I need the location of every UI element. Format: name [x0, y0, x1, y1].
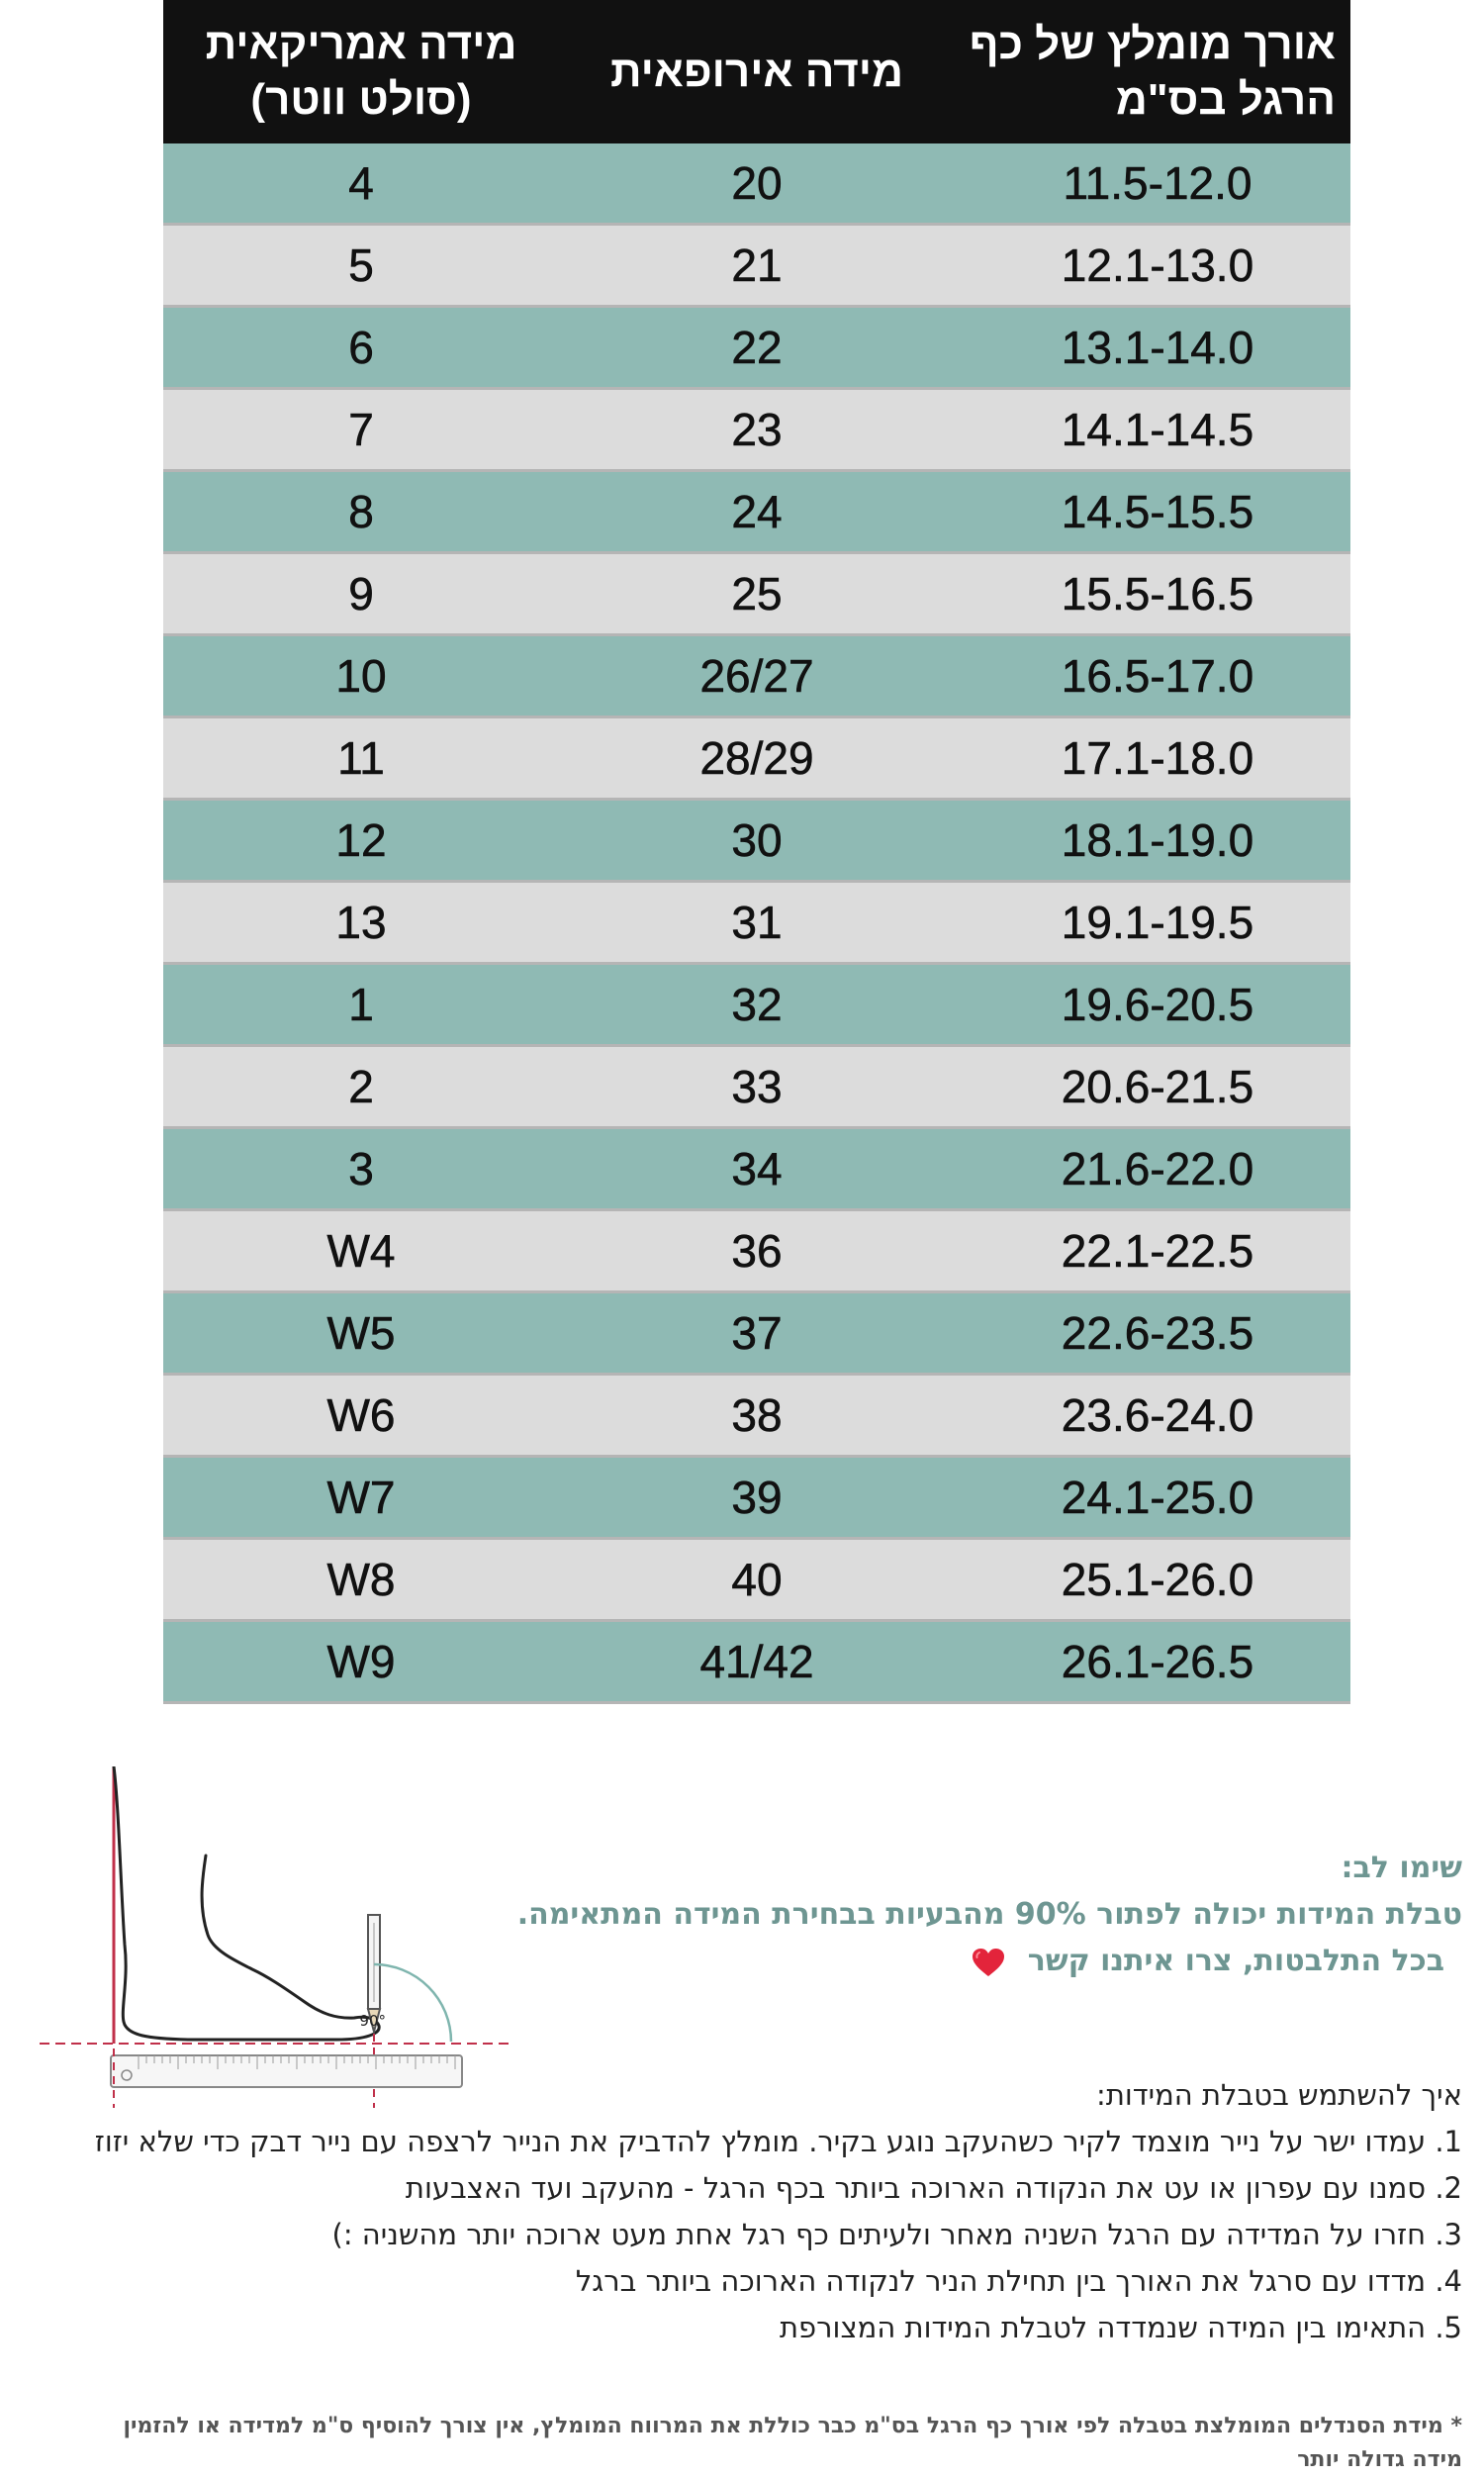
cell-foot-length: 24.1-25.0: [1061, 1472, 1254, 1523]
table-row: [163, 1047, 1350, 1129]
cell-foot-length: 18.1-19.0: [1061, 814, 1254, 866]
cell-eu-size: 41/42: [699, 1636, 814, 1687]
cell-foot-length: 12.1-13.0: [1061, 239, 1254, 291]
cell-eu-size: 25: [731, 568, 783, 619]
cell-us-size: 4: [348, 157, 374, 209]
cell-us-size: W5: [326, 1307, 396, 1359]
table-row: [163, 1376, 1350, 1458]
header-us-size-line2: (סולט ווטר): [250, 74, 472, 124]
cell-us-size: W4: [326, 1225, 396, 1277]
howto-step-number: 1.: [1435, 2125, 1462, 2158]
cell-us-size: 9: [348, 568, 374, 619]
cell-us-size: 12: [335, 814, 387, 866]
cell-foot-length: 25.1-26.0: [1061, 1554, 1254, 1605]
table-row: [163, 472, 1350, 554]
table-row: [163, 143, 1350, 226]
angle-label: 90°: [359, 2012, 386, 2030]
angle-arc: [374, 1964, 451, 2042]
cell-foot-length: 16.5-17.0: [1061, 650, 1254, 702]
cell-us-size: 8: [348, 486, 374, 537]
cell-eu-size: 31: [731, 897, 783, 948]
table-body: [163, 143, 1350, 1704]
header-foot-length-line2: הרגל בס"מ: [1115, 74, 1336, 124]
table-row: [163, 1129, 1350, 1211]
cell-us-size: 11: [337, 732, 385, 784]
cell-foot-length: 23.6-24.0: [1061, 1389, 1254, 1441]
table-row: [163, 1211, 1350, 1293]
howto-section: [0, 2078, 1462, 2356]
cell-eu-size: 30: [731, 814, 783, 866]
cell-eu-size: 20: [731, 157, 783, 209]
footnote-line1: * מידת הסנדלים המומלצת בטבלה לפי אורך כף הרגל בס"מ כבר כוללת את המרווח המומלץ, אין צורך להוסיף ס"מ למדידה או להזמין: [123, 2414, 1462, 2438]
cell-eu-size: 28/29: [699, 732, 814, 784]
howto-step-text: חזרו על המדידה עם הרגל השניה מאחר ולעיתים כף רגל אחת מעט ארוכה יותר מהשניה :): [331, 2218, 1427, 2251]
cell-us-size: W6: [326, 1389, 396, 1441]
table-header: [163, 0, 1350, 143]
howto-step-number: 4.: [1435, 2264, 1462, 2298]
foot-measure-illustration: [40, 1766, 524, 2113]
howto-step-text: סמנו עם עפרון או עט את הנקודה הארוכה ביותר בכף הרגל - מהעקב ועד האצבעות: [405, 2171, 1427, 2205]
howto-step: [0, 2310, 1462, 2345]
notes-section: [473, 1851, 1462, 1990]
cell-foot-length: 11.5-12.0: [1063, 157, 1252, 209]
howto-step-text: התאימו בין המידה שנמדדה לטבלת המידות המצורפת: [780, 2311, 1427, 2344]
footnote-line2: מידה גדולה יותר: [1297, 2447, 1462, 2472]
cell-eu-size: 37: [731, 1307, 783, 1359]
cell-foot-length: 13.1-14.0: [1061, 322, 1254, 373]
cell-us-size: 10: [335, 650, 387, 702]
howto-step-number: 5.: [1435, 2311, 1462, 2344]
cell-eu-size: 40: [731, 1554, 783, 1605]
header-foot-length: [955, 17, 1350, 128]
cell-foot-length: 19.6-20.5: [1061, 979, 1254, 1030]
table-row: [163, 636, 1350, 718]
cell-us-size: W9: [326, 1636, 396, 1687]
howto-step-number: 3.: [1435, 2218, 1462, 2251]
howto-step: [0, 2124, 1462, 2159]
notes-contact-text: בכל התלבטות, צרו איתנו קשר: [1027, 1944, 1444, 1978]
table-row: [163, 1622, 1350, 1704]
cell-foot-length: 14.1-14.5: [1061, 404, 1254, 455]
cell-foot-length: 26.1-26.5: [1061, 1636, 1254, 1687]
howto-step-text: עמדו ישר על נייר מוצמד לקיר כשהעקב נוגע בקיר. מומלץ להדביק את הנייר לרצפה עם נייר דבק כדי שלא יזוז: [94, 2125, 1427, 2158]
cell-eu-size: 24: [731, 486, 783, 537]
header-foot-length-line1: אורך מומלץ של כף: [969, 19, 1336, 68]
table-row: [163, 390, 1350, 472]
table-row: [163, 226, 1350, 308]
cell-foot-length: 22.1-22.5: [1061, 1225, 1254, 1277]
table-row: [163, 1458, 1350, 1540]
header-eu-size: מידה אירופאית: [609, 47, 904, 96]
cell-eu-size: 38: [731, 1389, 783, 1441]
cell-eu-size: 32: [731, 979, 783, 1030]
cell-eu-size: 34: [731, 1143, 783, 1194]
footnote: [8, 2410, 1462, 2477]
cell-foot-length: 17.1-18.0: [1061, 732, 1254, 784]
cell-us-size: 5: [348, 239, 374, 291]
table-row: [163, 1540, 1350, 1622]
cell-eu-size: 26/27: [699, 650, 814, 702]
cell-us-size: W7: [326, 1472, 396, 1523]
cell-eu-size: 36: [731, 1225, 783, 1277]
cell-foot-length: 15.5-16.5: [1061, 568, 1254, 619]
cell-us-size: W8: [326, 1554, 396, 1605]
howto-step: [0, 2217, 1462, 2252]
cell-us-size: 1: [348, 979, 374, 1030]
notes-contact-line: [473, 1944, 1462, 1978]
cell-us-size: 13: [335, 897, 387, 948]
howto-step-text: מדדו עם סרגל את האורך בין תחילת הניר לנקודה הארוכה ביותר ברגל: [575, 2264, 1427, 2298]
table-row: [163, 801, 1350, 883]
cell-eu-size: 22: [731, 322, 783, 373]
notes-heading: שימו לב:: [1341, 1851, 1462, 1885]
cell-eu-size: 23: [731, 404, 783, 455]
table-row: [163, 308, 1350, 390]
howto-step: [0, 2170, 1462, 2206]
cell-eu-size: 39: [731, 1472, 783, 1523]
foot-outline-icon: [114, 1766, 379, 2040]
cell-foot-length: 19.1-19.5: [1061, 897, 1254, 948]
table-row: [163, 554, 1350, 636]
cell-foot-length: 14.5-15.5: [1061, 486, 1254, 537]
howto-step: [0, 2263, 1462, 2299]
size-table: [163, 0, 1350, 1704]
notes-size-table-claim: טבלת המידות יכולה לפתור 90% מהבעיות בבחירת המידה המתאימה.: [516, 1897, 1462, 1932]
heart-icon: [972, 1948, 1005, 1977]
cell-eu-size: 33: [731, 1061, 783, 1112]
cell-eu-size: 21: [731, 239, 783, 291]
table-row: [163, 965, 1350, 1047]
cell-us-size: 3: [348, 1143, 374, 1194]
header-us-size: [163, 17, 559, 128]
cell-us-size: 6: [348, 322, 374, 373]
howto-title: איך להשתמש בטבלת המידות:: [1096, 2078, 1462, 2112]
howto-steps-list: [0, 2124, 1462, 2345]
cell-foot-length: 21.6-22.0: [1061, 1143, 1254, 1194]
cell-us-size: 2: [348, 1061, 374, 1112]
table-row: [163, 1293, 1350, 1376]
cell-foot-length: 22.6-23.5: [1061, 1307, 1254, 1359]
header-us-size-line1: מידה אמריקאית: [205, 19, 517, 68]
table-row: [163, 718, 1350, 801]
howto-step-number: 2.: [1435, 2171, 1462, 2205]
table-row: [163, 883, 1350, 965]
cell-foot-length: 20.6-21.5: [1061, 1061, 1254, 1112]
cell-us-size: 7: [348, 404, 374, 455]
